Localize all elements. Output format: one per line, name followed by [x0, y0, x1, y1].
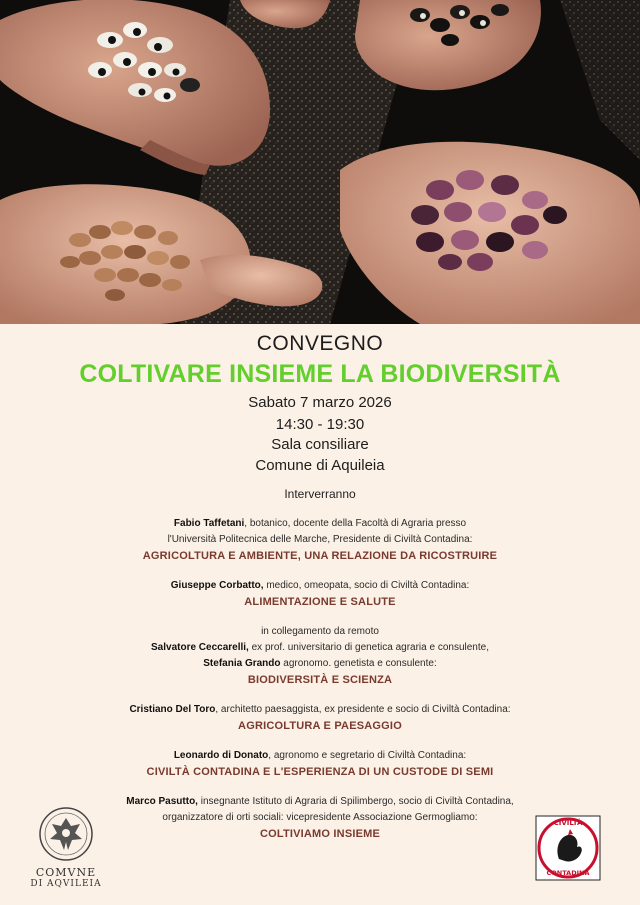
speaker-role: insegnante Istituto di Agraria di Spilimbergo, socio di Civiltà Contadina,	[197, 796, 514, 807]
speaker-name: Salvatore Ceccarelli,	[151, 642, 249, 653]
talk-topic: COLTIVIAMO INSIEME	[259, 828, 381, 840]
event-title: COLTIVARE INSIEME LA BIODIVERSITÀ	[79, 360, 561, 388]
event-time: 14:30 - 19:30	[275, 416, 365, 433]
speaker-block	[0, 578, 640, 610]
speaker-name: Cristiano Del Toro	[129, 704, 216, 715]
civilta-logo-text-top: CIVILTÀ	[553, 819, 583, 827]
speaker-role: ex prof. universitario di genetica agraria e consulente,	[248, 642, 489, 653]
hero-photo	[0, 0, 640, 324]
event-municipality: Comune di Aquileia	[255, 457, 385, 474]
event-venue: Sala consiliare	[271, 436, 369, 453]
speaker-role: , botanico, docente della Facoltà di Agraria presso	[244, 518, 467, 529]
speaker-name: Fabio Taffetani	[173, 518, 245, 529]
talk-topic: AGRICOLTURA E AMBIENTE, UNA RELAZIONE DA RICOSTRUIRE	[142, 550, 498, 562]
speaker-line	[0, 516, 640, 532]
speaker-line	[0, 748, 640, 764]
event-kicker: CONVEGNO	[256, 332, 384, 355]
talk-topic: ALIMENTAZIONE E SALUTE	[244, 596, 396, 608]
speaker-role: organizzatore di orti sociali: vicepresidente Associazione Germogliamo:	[162, 812, 478, 823]
speaker-role: medico, omeopata, socio di Civiltà Contadina:	[263, 580, 470, 591]
civilta-contadina-logo	[535, 815, 601, 881]
speaker-block	[0, 702, 640, 734]
talk-topic: BIODIVERSITÀ E SCIENZA	[247, 674, 393, 686]
speaker-note: in collegamento da remoto	[261, 626, 379, 637]
speaker-role: agronomo. genetista e consulente:	[280, 658, 437, 669]
speaker-line	[0, 532, 640, 548]
hands-with-beans-illustration	[0, 0, 640, 324]
talk-topic: CIVILTÀ CONTADINA E L'ESPERIENZA DI UN CUSTODE DI SEMI	[146, 766, 494, 778]
speakers-intro: Interverranno	[284, 487, 356, 501]
speaker-line	[0, 578, 640, 594]
speaker-name: Giuseppe Corbatto,	[170, 580, 264, 591]
speaker-block	[0, 748, 640, 780]
speaker-name: Marco Pasutto,	[126, 796, 198, 807]
speaker-line	[0, 702, 640, 718]
speaker-role: , agronomo e segretario di Civiltà Contadina:	[268, 750, 467, 761]
talk-topic: AGRICOLTURA E PAESAGGIO	[238, 720, 402, 732]
speaker-line	[0, 656, 640, 672]
event-date: Sabato 7 marzo 2026	[248, 394, 392, 411]
speaker-block	[0, 516, 640, 564]
speaker-role: l'Università Politecnica delle Marche, Presidente di Civiltà Contadina:	[167, 534, 473, 545]
speaker-role: , architetto paesaggista, ex presidente e socio di Civiltà Contadina:	[215, 704, 511, 715]
speaker-block	[0, 624, 640, 688]
speaker-name: Leonardo di Donato	[173, 750, 269, 761]
civilta-logo-text-bottom: CONTADINA	[546, 869, 590, 877]
speaker-name: Stefania Grando	[203, 658, 281, 669]
speakers-list	[0, 516, 640, 856]
comune-aquileia-logo	[30, 806, 102, 889]
aquileia-logo-sub: DI AQVILEIA	[30, 879, 102, 889]
aquileia-logo-name: COMVNE	[35, 866, 97, 879]
speaker-line	[0, 640, 640, 656]
aquileia-seal-icon	[38, 806, 94, 862]
